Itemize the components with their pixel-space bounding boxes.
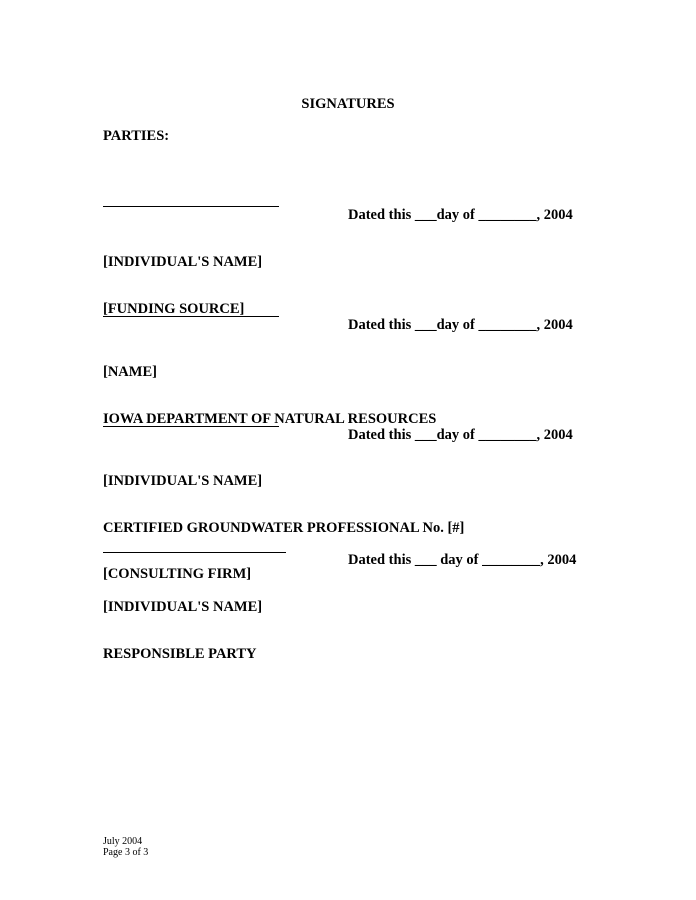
signature-line [103,206,279,207]
signatory-name: [INDIVIDUAL'S NAME] [103,599,263,615]
signatory-info [103,569,262,693]
signatory-organization: RESPONSIBLE PARTY [103,645,257,662]
dated-line: Dated this ___ day of ________, 2004 [348,552,577,568]
signatory-name: [INDIVIDUAL'S NAME] [103,254,263,270]
footer-date: July 2004 [103,836,143,847]
page-footer [103,836,148,858]
signature-line [103,426,279,427]
footer-page-number: Page 3 of 3 [103,847,149,858]
dated-line: Dated this ___day of ________, 2004 [348,427,573,443]
signature-line [103,552,286,553]
page-title: SIGNATURES [301,96,395,112]
signatory-organization: IOWA DEPARTMENT OF NATURAL RESOURCES [103,410,437,427]
signature-line [103,316,279,317]
signatory-title: CERTIFIED GROUNDWATER PROFESSIONAL No. [#] [103,519,465,536]
signatory-name: [NAME] [103,364,157,380]
signatory-info [103,224,262,348]
signatory-organization: [CONSULTING FIRM] [103,566,252,582]
dated-line: Dated this ___day of ________, 2004 [348,207,573,223]
signatory-name: [INDIVIDUAL'S NAME] [103,473,263,489]
dated-line: Dated this ___day of ________, 2004 [348,317,573,333]
signatory-organization: [FUNDING SOURCE] [103,300,245,317]
parties-heading: PARTIES: [103,128,170,144]
